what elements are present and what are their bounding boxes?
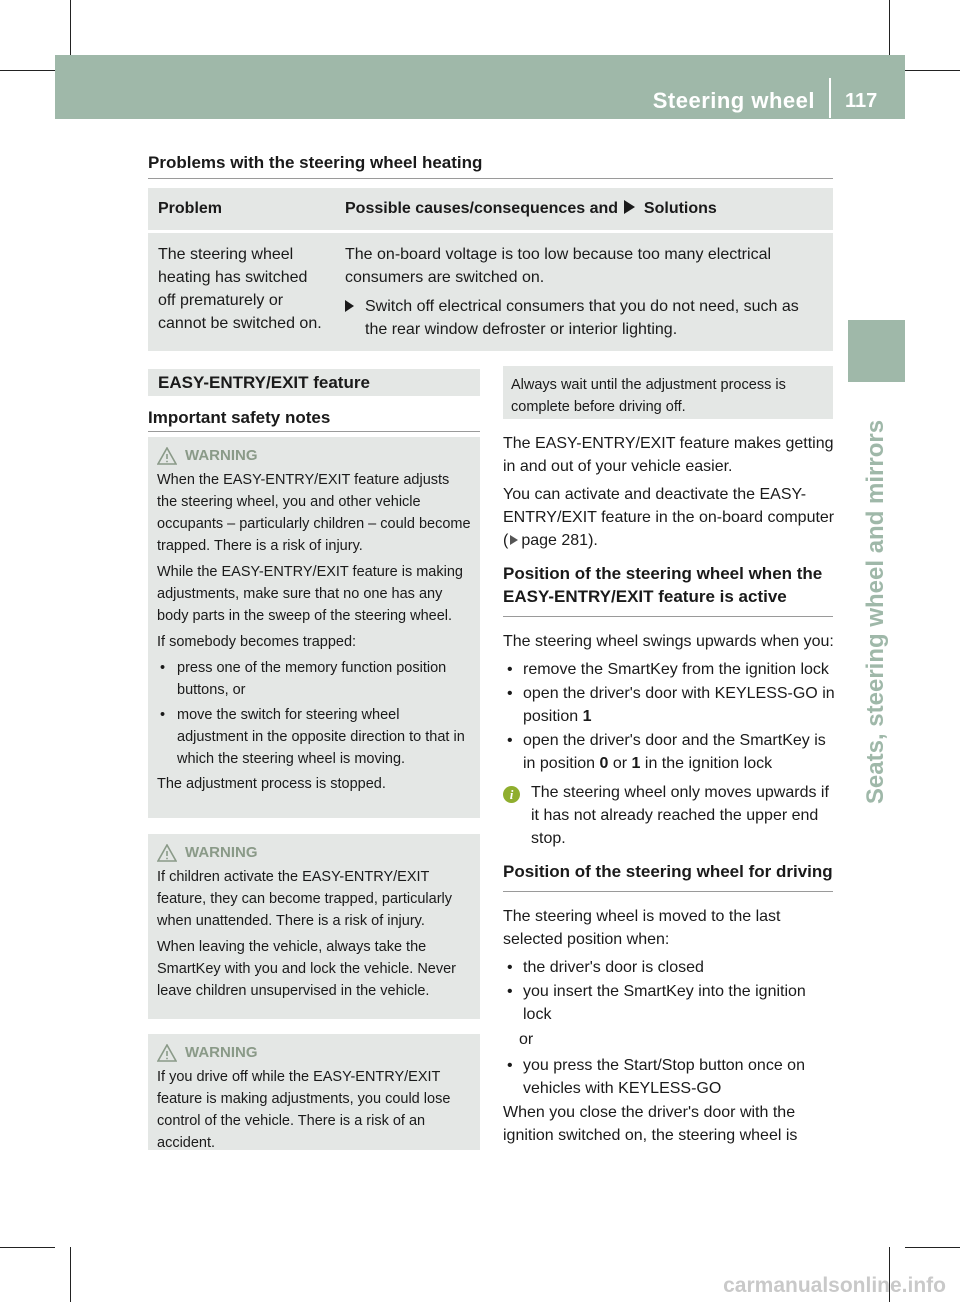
warning-triangle-icon	[157, 1044, 177, 1062]
list-item	[503, 658, 835, 681]
crop-mark	[905, 70, 960, 71]
col-problem: Problem	[148, 188, 335, 230]
paragraph-text: You can activate and deactivate the EASY-ENTRY/EXIT feature in the on-board computer (	[503, 486, 835, 549]
crop-mark	[905, 1247, 960, 1248]
page-number: 117	[845, 90, 878, 112]
warning-label: WARNING	[185, 844, 258, 861]
cause-cell	[335, 233, 833, 351]
bullet: •	[507, 983, 513, 1000]
col-causes	[335, 188, 833, 230]
caution-text: Always wait until the adjustment process is complete before driving off.	[511, 377, 786, 415]
subheading-rule	[503, 616, 833, 617]
easy-entry-banner-label: EASY-ENTRY/EXIT feature	[158, 373, 370, 392]
paragraph: When you close the driver's door with the ignition switched on, the steering wheel is	[503, 1104, 798, 1144]
paragraph	[503, 483, 835, 552]
bullet: •	[160, 660, 166, 676]
page-ref-link[interactable]: page 281).	[521, 532, 598, 549]
bullet: •	[507, 732, 513, 749]
warning-header	[157, 445, 472, 467]
list-item	[157, 704, 472, 770]
list-item	[503, 1054, 835, 1100]
crop-mark	[889, 0, 890, 55]
list-item-text: press one of the memory function position buttons, or	[177, 660, 447, 698]
bullet: •	[507, 685, 513, 702]
warning-text: If you drive off while the EASY-ENTRY/EXIT feature is making adjustments, you could lose control of the vehicle. There is a risk of an accident.	[157, 1069, 451, 1151]
side-tab-label: Seats, steering wheel and mirrors	[862, 419, 890, 805]
solution-step	[345, 295, 823, 341]
list-item-text: remove the SmartKey from the ignition lock	[523, 661, 829, 678]
crop-mark	[0, 70, 55, 71]
info-icon: i	[503, 781, 531, 850]
paragraph: The EASY-ENTRY/EXIT feature makes getting in and out of your vehicle easier.	[503, 435, 834, 475]
list-item-text-part: or	[612, 755, 628, 772]
warning-text: If somebody becomes trapped:	[157, 634, 357, 650]
warning-triangle-icon	[157, 447, 177, 465]
list-item	[503, 956, 835, 979]
list-item-text	[523, 729, 835, 775]
list-item-text-part: open the driver's door with KEYLESS-GO in position	[523, 685, 835, 725]
problems-heading: Problems with the steering wheel heating	[148, 153, 483, 172]
solution-text: Switch off electrical consumers that you do not need, such as the rear window defroster or interior lighting.	[365, 298, 799, 338]
watermark: carmanualsonline.info	[723, 1274, 946, 1297]
list-item-text	[523, 682, 835, 728]
arrow-right-icon	[624, 200, 635, 214]
table-row	[148, 233, 833, 351]
info-note-text: The steering wheel only moves upwards if it has not already reached the upper end stop.	[531, 784, 829, 847]
list-item-text: the driver's door is closed	[523, 959, 704, 976]
warning-box-3	[148, 1034, 480, 1150]
crop-mark	[0, 1247, 55, 1248]
list-item	[157, 657, 472, 701]
arrow-right-icon	[345, 295, 365, 341]
subheading: Position of the steering wheel for driving	[503, 862, 833, 881]
cause-text: The on-board voltage is too low because too many electrical consumers are switched on.	[345, 246, 772, 286]
warning-header	[157, 1042, 472, 1064]
warning-box-1	[148, 437, 480, 818]
col-causes-label: Possible causes/consequences and	[345, 200, 619, 217]
warning-header	[157, 842, 472, 864]
warning-text: The adjustment process is stopped.	[157, 776, 386, 792]
bullet: •	[507, 959, 513, 976]
crop-mark	[70, 0, 71, 55]
bullet: •	[507, 661, 513, 678]
list-item-text: you insert the SmartKey into the ignition lock	[523, 983, 806, 1023]
list-item-text-part: in the ignition lock	[644, 755, 773, 772]
warning-label: WARNING	[185, 1044, 258, 1061]
problem-cell: The steering wheel heating has switched off prematurely or cannot be switched on.	[148, 233, 335, 351]
or-text: or	[519, 1031, 534, 1048]
safety-rule	[148, 431, 480, 432]
subheading: Position of the steering wheel when the EASY-ENTRY/EXIT feature is active	[503, 564, 823, 606]
position-number: 0	[599, 755, 609, 772]
page-ref-icon	[510, 535, 518, 545]
paragraph: The steering wheel is moved to the last selected position when:	[503, 908, 781, 948]
problems-rule	[148, 178, 833, 179]
info-note	[503, 781, 835, 850]
paragraph: The steering wheel swings upwards when you:	[503, 633, 834, 650]
side-tab-marker	[848, 320, 905, 382]
header-separator	[829, 78, 831, 118]
list-item	[503, 682, 835, 728]
header-title: Steering wheel	[652, 88, 815, 113]
crop-mark	[70, 1247, 71, 1302]
list-item-text: move the switch for steering wheel adjustment in the opposite direction to that in which the steering wheel is moving.	[177, 707, 465, 767]
table-header-row	[148, 188, 833, 230]
warning-triangle-icon	[157, 844, 177, 862]
warning-box-2	[148, 834, 480, 1019]
warning-text: If children activate the EASY-ENTRY/EXIT feature, they can become trapped, particularly when unattended. There is a risk of injury.	[157, 869, 452, 929]
position-number: 1	[582, 708, 592, 725]
list-item	[503, 729, 835, 775]
col-solutions-label: Solutions	[643, 200, 717, 217]
side-tab-label-wrap	[846, 382, 906, 842]
warning-text: When leaving the vehicle, always take the SmartKey with you and lock the vehicle. Never leave children unsupervised in the vehicle.	[157, 939, 456, 999]
safety-heading: Important safety notes	[148, 408, 331, 427]
list-item	[503, 980, 835, 1026]
warning-text: When the EASY-ENTRY/EXIT feature adjusts the steering wheel, you and other vehicle occupants – particularly children – could become trapped. There is a risk of injury.	[157, 472, 471, 554]
position-number: 1	[631, 755, 641, 772]
subheading-rule	[503, 891, 833, 892]
problems-table	[148, 185, 833, 354]
right-column	[503, 432, 835, 1152]
list-item-text-part: open the driver's door and the SmartKey is in position	[523, 732, 826, 772]
bullet: •	[507, 1057, 513, 1074]
caution-box	[503, 366, 833, 419]
bullet: •	[160, 707, 166, 723]
warning-text: While the EASY-ENTRY/EXIT feature is making adjustments, make sure that no one has any body parts in the sweep of the steering wheel.	[157, 564, 463, 624]
list-item-text: you press the Start/Stop button once on vehicles with KEYLESS-GO	[523, 1057, 805, 1097]
warning-label: WARNING	[185, 447, 258, 464]
